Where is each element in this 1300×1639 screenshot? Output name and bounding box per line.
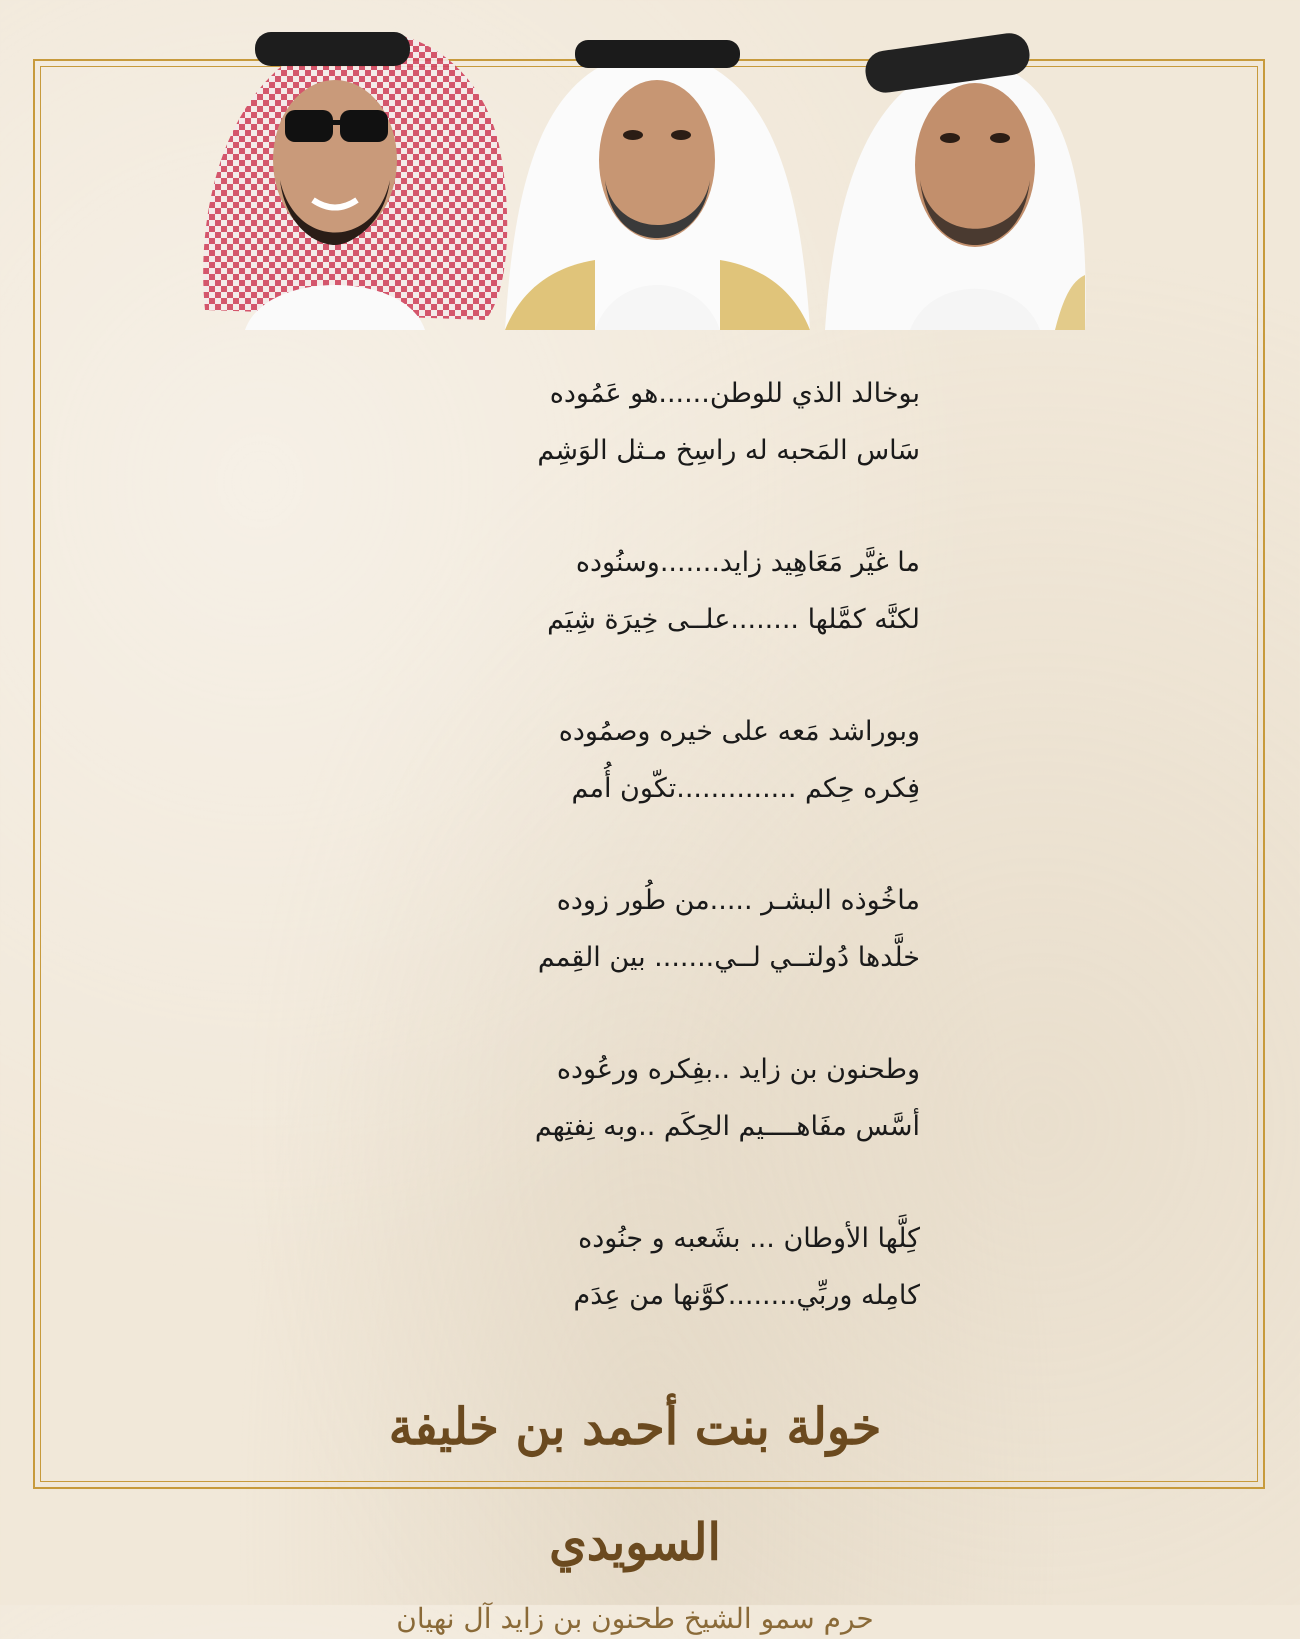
poem-stanza-5	[380, 1041, 920, 1155]
poem-stanza-6	[380, 1210, 920, 1324]
poem-line: سَاس المَحبه له راسِخ مـثل الوَشِم	[537, 435, 920, 466]
poem-line: ماخُوذه البشـر .....من طُور زوده	[556, 885, 920, 916]
author-signature	[385, 1375, 885, 1635]
poem-stanza-4	[380, 872, 920, 986]
portrait-right	[825, 31, 1086, 330]
author-name-calligraphy: خولة بنت أحمد بن خليفة السويدي	[388, 1397, 882, 1573]
poem-line: بوخالد الذي للوطن......هو عَمُوده	[549, 378, 920, 409]
poem-line: لكنَّه كمَّلها ........علــى خِيرَة شِيَم	[547, 604, 920, 635]
poem-line: وبوراشد مَعه على خيره وصمُوده	[558, 716, 920, 747]
poem-line: ما غيَّر مَعَاهِيد زايد.......وسنُوده	[575, 547, 920, 578]
poem	[380, 365, 920, 1379]
poem-stanza-3	[380, 703, 920, 817]
portrait-left	[203, 32, 507, 330]
portrait-center	[505, 40, 810, 330]
author-title: حرم سمو الشيخ طحنون بن زايد آل نهيان	[396, 1602, 874, 1635]
poem-line: وطحنون بن زايد ..بفِكره ورعُوده	[556, 1054, 920, 1085]
poem-stanza-1	[380, 365, 920, 479]
poem-line: أسَّس مفَاهــــيم الحِكَم ..وبه نِفتِهم	[534, 1111, 920, 1142]
poem-line: خلَّدها دُولتــي لــي....... بين القِمم	[537, 942, 920, 973]
leaders-portraits	[185, 10, 1105, 330]
poem-line: كامِله وربِّي........كوَّنها من عِدَم	[573, 1280, 920, 1311]
poem-stanza-2	[380, 534, 920, 648]
poem-line: كِلَّها الأوطان ... بشَعبه و جنُوده	[578, 1223, 920, 1254]
poem-line: فِكره حِكم ..............تكّون أُمم	[571, 773, 920, 804]
